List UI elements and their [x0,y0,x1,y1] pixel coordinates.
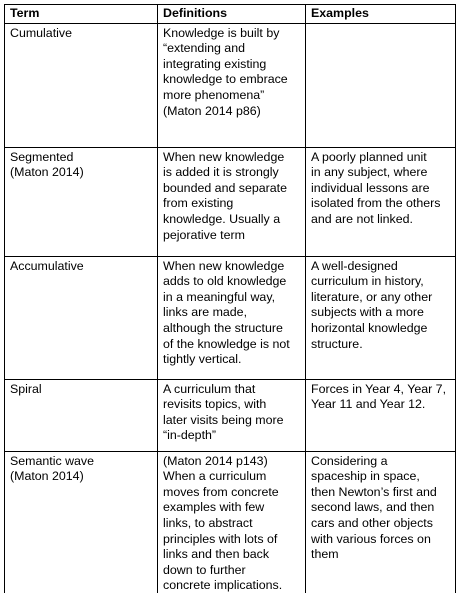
term-text: Accumulative [10,258,84,273]
example-line: second laws, and then [311,500,435,515]
term-citation: (Maton 2014) [10,165,84,180]
example-line: subjects with a more [311,305,424,320]
definition-line: “in-depth” [163,428,217,443]
curriculum-terms-table [4,4,456,593]
term-text: Cumulative [10,25,72,40]
definition-line: links and then back [163,547,270,562]
header-examples: Examples [306,5,456,24]
example-line: spaceship in space, [311,469,420,484]
table-row [5,451,456,593]
example-line: A well-designed [311,258,398,273]
example-line: cars and other objects [311,515,433,530]
example-line: isolated from the others [311,196,441,211]
definition-line: (Maton 2014 p86) [163,103,261,118]
term-cell [5,451,158,593]
example-line: curriculum in history, [311,274,424,289]
definition-line: later visits being more [163,412,284,427]
definition-line: adds to old knowledge [163,274,287,289]
definition-line: links are made, [163,305,248,320]
definition-line: A curriculum that [163,381,256,396]
example-line: horizontal knowledge [311,320,428,335]
definition-line: When a curriculum [163,469,267,484]
header-row [5,5,456,24]
definition-line: When new knowledge [163,258,285,273]
definition-line: more phenomena” [163,87,265,102]
definition-line: integrating existing [163,56,267,71]
definition-cell [158,451,306,593]
definition-line: bounded and separate [163,180,288,195]
term-text: Semantic wave [10,453,95,468]
definition-line: tightly vertical. [163,352,242,367]
definition-line: (Maton 2014 p143) [163,453,268,468]
example-cell [306,379,456,451]
term-citation: (Maton 2014) [10,469,84,484]
definition-line: although the structure [163,320,283,335]
example-line: A poorly planned unit [311,149,427,164]
definition-line: When new knowledge [163,149,285,164]
example-line: Year 11 and Year 12. [311,397,426,412]
definition-line: principles with lots of [163,531,278,546]
header-definitions: Definitions [158,5,306,24]
example-line: structure. [311,336,363,351]
example-cell [306,256,456,379]
definition-line: revisits topics, with [163,397,267,412]
definition-cell [158,147,306,256]
example-line: individual lessons are [311,180,430,195]
definition-line: concrete implications. [163,578,283,593]
example-line: Considering a [311,453,388,468]
definition-line: examples with few [163,500,265,515]
example-line: literature, or any other [311,289,433,304]
definition-line: down to further [163,562,246,577]
definition-line: pejorative term [163,227,245,242]
definition-line: Knowledge is built by [163,25,280,40]
term-text: Segmented [10,149,74,164]
definition-cell [158,256,306,379]
example-line: then Newton’s first and [311,484,437,499]
term-cell [5,23,158,147]
definition-line: “extending and [163,41,245,56]
example-cell [306,451,456,593]
example-line: with various forces on [311,531,431,546]
table-row [5,379,456,451]
example-cell [306,23,456,147]
header-term: Term [5,5,158,24]
definition-cell [158,379,306,451]
term-cell [5,147,158,256]
table-row [5,256,456,379]
definition-line: knowledge. Usually a [163,211,281,226]
example-line: in any subject, where [311,165,428,180]
definition-cell [158,23,306,147]
table-row [5,147,456,256]
definition-line: knowledge to embrace [163,72,288,87]
example-line: Forces in Year 4, Year 7, [311,381,447,396]
example-cell [306,147,456,256]
example-line: and are not linked. [311,211,413,226]
definition-line: is added it is strongly [163,165,279,180]
term-text: Spiral [10,381,42,396]
table-row [5,23,456,147]
example-line: them [311,547,339,562]
definition-line: links, to abstract [163,515,253,530]
definition-line: of the knowledge is not [163,336,290,351]
definition-line: moves from concrete [163,484,279,499]
term-cell [5,379,158,451]
definition-line: in a meaningful way, [163,289,276,304]
definition-line: from existing [163,196,234,211]
term-cell [5,256,158,379]
